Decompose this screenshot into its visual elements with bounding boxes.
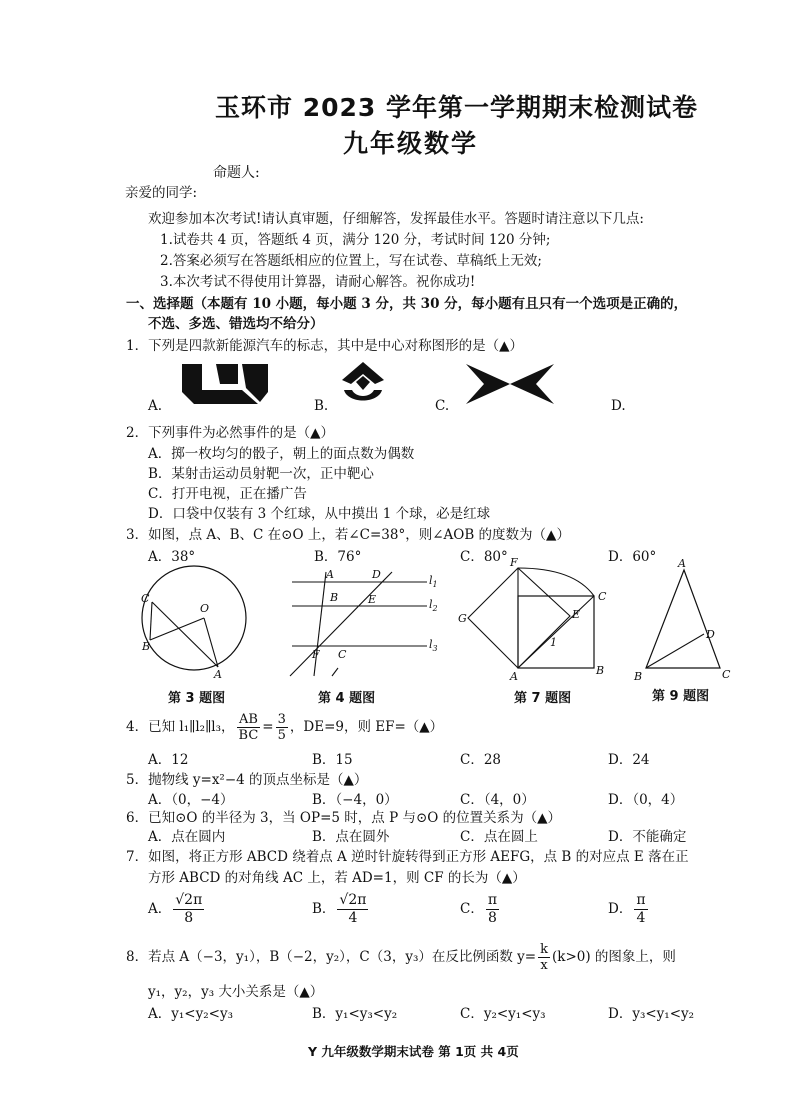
q4-option-b: B．15 xyxy=(312,752,353,768)
q4-stem: 4．已知 l₁∥l₂∥l₃， $\frac{AB}{BC}$ = $\frac{3}{5}$ ，DE=9，则 EF=（▲） xyxy=(126,712,444,743)
q6-option-a: A．点在圆内 xyxy=(148,829,226,845)
q5-option-c: C．（4，0） xyxy=(460,792,535,808)
figure-3-caption: 第 3 题图 xyxy=(168,691,226,706)
q7-option-d: D． $\frac{\pi}{4}$ xyxy=(608,892,646,926)
q6-option-c: C．点在圆上 xyxy=(460,829,538,845)
note-2: 2.答案必须写在答题纸相应的位置上，写在试卷、草稿纸上无效; xyxy=(160,253,542,269)
fig3-label-o: O xyxy=(200,602,210,615)
fig4-label-l2: $l_2$ xyxy=(429,598,438,613)
q4-option-d: D．24 xyxy=(608,752,650,768)
q3-option-b: B．76° xyxy=(314,549,362,565)
logo-b-icon xyxy=(338,360,388,410)
q7-option-a: A． $\frac{√2\pi}{8}$ xyxy=(148,892,203,926)
q6-option-d: D．不能确定 xyxy=(608,829,687,845)
logo-c-icon xyxy=(464,362,556,406)
q3-stem: 3．如图，点 A、B、C 在⊙O 上，若∠C=38°，则∠AOB 的度数为（▲） xyxy=(126,527,570,543)
q1-option-b: B. xyxy=(314,398,329,414)
figure-9-caption: 第 9 题图 xyxy=(652,689,710,704)
author-label: 命题人: xyxy=(213,165,260,181)
fig4-label-d: D xyxy=(372,568,381,581)
figure-4-diagram xyxy=(282,566,442,682)
q3-option-c: C．80° xyxy=(460,549,508,565)
fig3-label-a: A xyxy=(214,668,222,680)
fig9-label-a: A xyxy=(678,557,686,570)
fig4-label-c: C xyxy=(338,648,347,661)
figure-4-caption: 第 4 题图 xyxy=(318,691,376,706)
fig7-label-g: G xyxy=(458,612,467,625)
q8-stem-line1: 8．若点 A（−3，y₁），B（−2，y₂），C（3，y₃）在反比例函数 y= $\frac{k}{x}$ (k>0) 的图象上，则 xyxy=(126,942,676,973)
q5-option-a: A．（0，−4） xyxy=(148,792,234,808)
fig4-label-f: F xyxy=(312,648,320,661)
fig7-label-b: B xyxy=(596,664,605,677)
fig3-label-b: B xyxy=(142,640,151,653)
q8-option-b: B．y₁<y₃<y₂ xyxy=(312,1006,398,1022)
q1-stem: 1．下列是四款新能源汽车的标志，其中是中心对称图形的是（▲） xyxy=(126,338,523,354)
greeting: 亲爱的同学: xyxy=(125,185,198,201)
fig9-label-d: D xyxy=(706,628,715,641)
q5-stem: 5．抛物线 y=x²−4 的顶点坐标是（▲） xyxy=(126,772,368,788)
q4-option-a: A．12 xyxy=(148,752,189,768)
figure-7-diagram xyxy=(456,556,616,682)
q7-option-b: B． $\frac{√2\pi}{4}$ xyxy=(312,892,367,926)
fig7-label-e: E xyxy=(572,608,581,621)
section-heading-1: 一、选择题（本题有 10 小题，每小题 3 分，共 30 分，每小题有且只有一个选项是正确的， xyxy=(126,296,688,312)
q2-option-a: A．掷一枚均匀的骰子，朝上的面点数为偶数 xyxy=(148,446,415,462)
fig3-label-c: C xyxy=(141,592,150,605)
q1-option-c: C. xyxy=(435,398,450,414)
exam-subtitle: 九年级数学 xyxy=(343,129,479,158)
welcome-text: 欢迎参加本次考试!请认真审题，仔细解答，发挥最佳水平。答题时请注意以下几点: xyxy=(148,211,644,227)
q3-option-d: D．60° xyxy=(608,549,657,565)
note-1: 1.试卷共 4 页，答题纸 4 页，满分 120 分，考试时间 120 分钟; xyxy=(160,232,551,248)
q7-option-c: C． $\frac{\pi}{8}$ xyxy=(460,892,498,926)
q6-stem: 6．已知⊙O 的半径为 3，当 OP=5 时，点 P 与⊙O 的位置关系为（▲） xyxy=(126,810,561,826)
note-3: 3.本次考试不得使用计算器，请耐心解答。祝你成功! xyxy=(160,274,476,290)
section-heading-2: 不选、多选、错选均不给分） xyxy=(148,316,324,332)
fig7-label-f: F xyxy=(510,556,518,569)
figure-9-diagram xyxy=(628,556,738,684)
q2-option-d: D．口袋中仅装有 3 个红球，从中摸出 1 个球，必是红球 xyxy=(148,506,491,522)
fig4-label-l3: $l_3$ xyxy=(429,638,438,653)
fig7-label-1: 1 xyxy=(550,636,557,649)
fig4-label-a: A xyxy=(326,568,334,581)
fig9-label-c: C xyxy=(722,668,731,681)
q8-option-c: C．y₂<y₁<y₃ xyxy=(460,1006,546,1022)
q7-stem-line2: 方形 ABCD 的对角线 AC 上，若 AD=1，则 CF 的长为（▲） xyxy=(148,870,526,886)
q5-option-d: D．（0，4） xyxy=(608,792,684,808)
figure-3-diagram xyxy=(138,562,250,680)
q3-option-a: A．38° xyxy=(148,549,196,565)
fig4-label-b: B xyxy=(330,591,339,604)
q2-option-c: C．打开电视，正在播广告 xyxy=(148,486,307,502)
q4-fraction-ab-bc: $\frac{AB}{BC}$ xyxy=(238,712,259,743)
fig4-label-l1: $l_1$ xyxy=(429,574,438,589)
logo-a-icon xyxy=(180,362,272,406)
page-footer: Y 九年级数学期末试卷 第 1页 共 4页 xyxy=(308,1044,519,1059)
q4-option-c: C．28 xyxy=(460,752,502,768)
fig4-label-e: E xyxy=(368,593,377,606)
q1-option-a: A. xyxy=(148,398,163,414)
q8-stem-line2: y₁，y₂，y₃ 大小关系是（▲） xyxy=(148,984,324,1000)
q1-option-d: D. xyxy=(611,398,626,414)
q2-stem: 2．下列事件为必然事件的是（▲） xyxy=(126,425,334,441)
q8-option-a: A．y₁<y₂<y₃ xyxy=(148,1006,233,1022)
q8-option-d: D．y₃<y₁<y₂ xyxy=(608,1006,695,1022)
q7-stem-line1: 7．如图，将正方形 ABCD 绕着点 A 逆时针旋转得到正方形 AEFG，点 B 的对应点 E 落在正 xyxy=(126,849,689,865)
q2-option-b: B．某射击运动员射靶一次，正中靶心 xyxy=(148,466,374,482)
exam-title: 玉环市 2023 学年第一学期期末检测试卷 xyxy=(215,93,698,122)
figure-7-caption: 第 7 题图 xyxy=(514,691,572,706)
fig7-label-a: A xyxy=(510,670,518,682)
q5-option-b: B．（−4，0） xyxy=(312,792,398,808)
q6-option-b: B．点在圆外 xyxy=(312,829,390,845)
fig9-label-b: B xyxy=(634,670,643,683)
q4-fraction-3-5: $\frac{3}{5}$ xyxy=(277,712,286,743)
fig7-label-c: C xyxy=(598,590,607,603)
